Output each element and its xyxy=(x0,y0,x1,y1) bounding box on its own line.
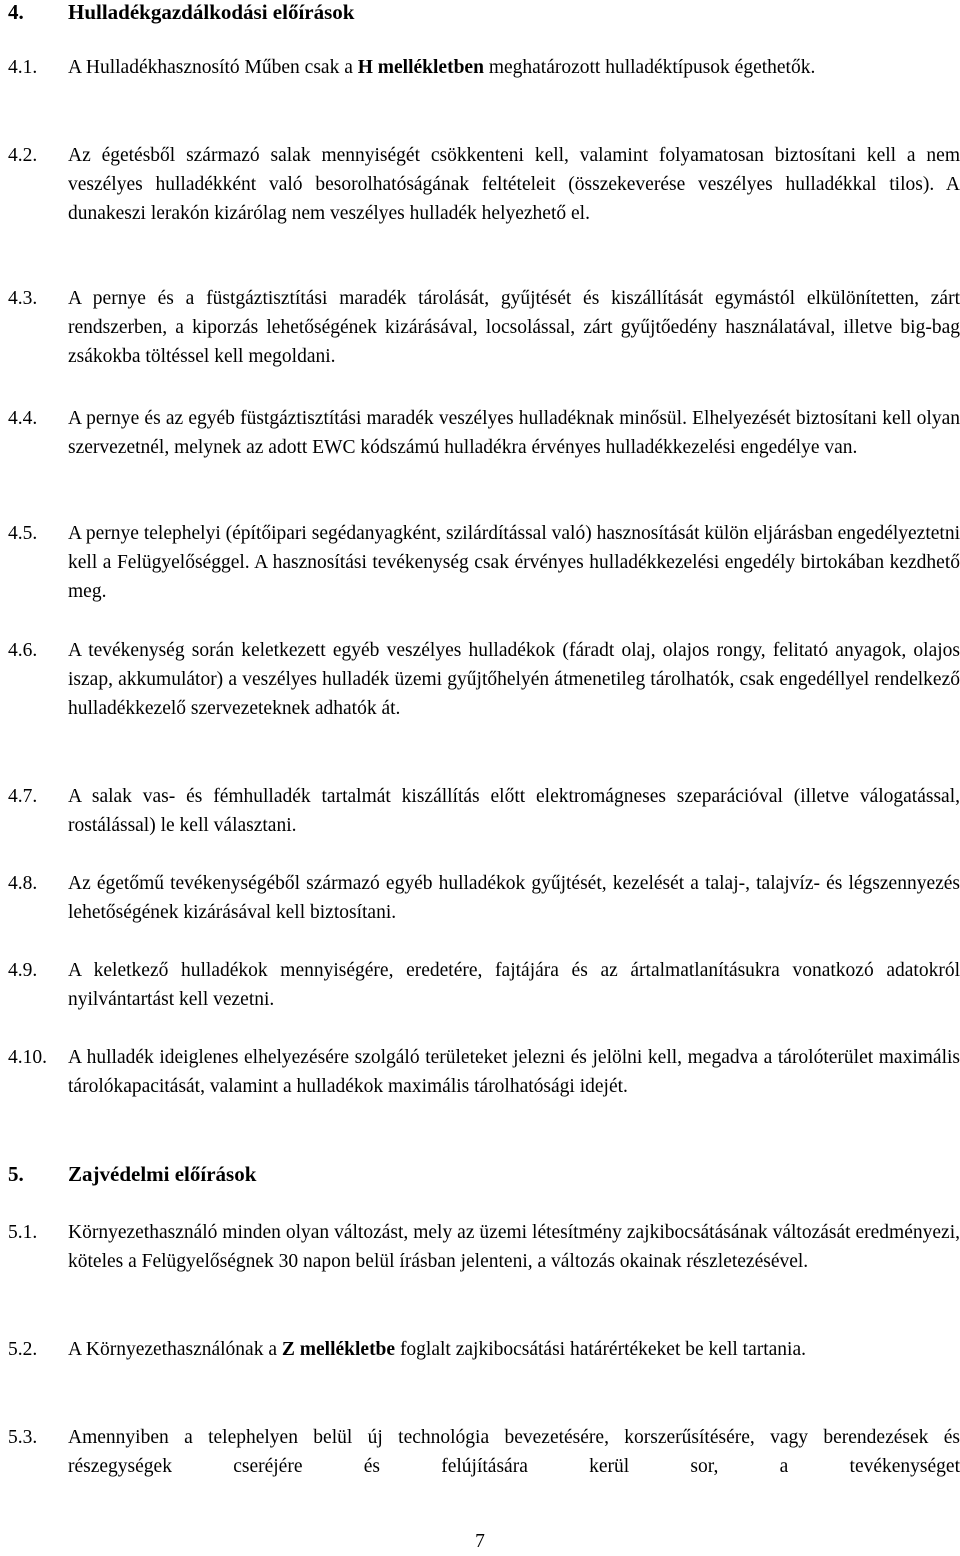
section-title: Hulladékgazdálkodási előírások xyxy=(68,0,355,24)
paragraph-5-1 xyxy=(8,1218,960,1276)
paragraph-number: 4.1. xyxy=(8,57,38,78)
paragraph-text: Amennyiben a telephelyen belül új technológia bevezetésére, korszerűsítésére, vagy berendezések és részegységek cseréjére és felújítására kerül sor, a tevékenységet xyxy=(68,1427,960,1477)
paragraph-4-5 xyxy=(8,519,960,606)
paragraph-number: 4.5. xyxy=(8,523,38,544)
section-number: 5. xyxy=(8,1162,24,1186)
paragraph-4-10 xyxy=(8,1043,960,1101)
paragraph-4-9 xyxy=(8,956,960,1014)
paragraph-4-4 xyxy=(8,404,960,462)
section-number: 4. xyxy=(8,0,24,24)
paragraph-4-1 xyxy=(8,53,960,82)
paragraph-number: 4.6. xyxy=(8,640,38,661)
paragraph-text: A salak vas- és fémhulladék tartalmát kiszállítás előtt elektromágneses szeparációval (illetve válogatással, rostálással) le kell választani. xyxy=(68,786,960,836)
bold-reference: Z mellékletbe xyxy=(281,1339,396,1360)
paragraph-text: A pernye és a füstgáztisztítási maradék tárolását, gyűjtését és kiszállítását egymástól elkülönítetten, zárt rendszerben, a kiporzás lehetőségének kizárásával, locsolással, zárt gyűjtőedény használatával, illetve big-bag zsákokba töltéssel kell megoldani. xyxy=(68,288,960,367)
paragraph-text: A pernye telephelyi (építőipari segédanyagként, szilárdítással való) hasznosítását külön eljárásban engedélyeztetni kell a Felügyelőséggel. A hasznosítási tevékenység csak érvényes hulladékkezelési engedély birtokában kezdhető meg. xyxy=(68,523,960,602)
paragraph-5-3 xyxy=(8,1423,960,1481)
paragraph-text: A pernye és az egyéb füstgáztisztítási maradék veszélyes hulladéknak minősül. Elhelyezését biztosítani kell olyan szervezetnél, melynek az adott EWC kódszámú hulladékra érvényes hulladékkezelési engedélye van. xyxy=(68,408,960,458)
paragraph-number: 5.2. xyxy=(8,1339,38,1360)
paragraph-text: Az égetőmű tevékenységéből származó egyéb hulladékok gyűjtését, kezelését a talaj-, talajvíz- és légszennyezés lehetőségének kizárásával kell biztosítani. xyxy=(68,873,960,923)
paragraph-text: A Hulladékhasznosító Műben csak a H mellékletben meghatározott hulladéktípusok égethetők. xyxy=(68,57,816,78)
paragraph-4-3 xyxy=(8,284,960,371)
paragraph-5-2 xyxy=(8,1335,960,1364)
paragraph-number: 4.2. xyxy=(8,145,38,166)
bold-reference: H mellékletben xyxy=(357,57,484,78)
paragraph-number: 4.8. xyxy=(8,873,38,894)
paragraph-4-7 xyxy=(8,782,960,840)
paragraph-number: 4.10. xyxy=(8,1047,47,1068)
page-number: 7 xyxy=(475,1531,485,1552)
paragraph-text: A Környezethasználónak a Z mellékletbe foglalt zajkibocsátási határértékeket be kell tartania. xyxy=(68,1339,806,1360)
paragraph-4-2 xyxy=(8,141,960,228)
paragraph-number: 4.3. xyxy=(8,288,38,309)
paragraph-text: A keletkező hulladékok mennyiségére, eredetére, fajtájára és az ártalmatlanításukra vonatkozó adatokról nyilvántartást kell vezetni. xyxy=(68,960,960,1010)
paragraph-number: 4.7. xyxy=(8,786,38,807)
paragraph-number: 4.9. xyxy=(8,960,38,981)
section-title: Zajvédelmi előírások xyxy=(68,1162,257,1186)
paragraph-text: A hulladék ideiglenes elhelyezésére szolgáló területeket jelezni és jelölni kell, megadva a tárolóterület maximális tárolókapacitását, valamint a hulladékok maximális tárolhatósági idejét. xyxy=(68,1047,960,1097)
paragraph-4-8 xyxy=(8,869,960,927)
paragraph-text: Környezethasználó minden olyan változást, mely az üzemi létesítmény zajkibocsátásának változását eredményezi, köteles a Felügyelőségnek 30 napon belül írásban jelenteni, a változás okainak részletezésével. xyxy=(68,1222,960,1272)
paragraph-number: 5.3. xyxy=(8,1427,38,1448)
paragraph-4-6 xyxy=(8,636,960,723)
paragraph-text: A tevékenység során keletkezett egyéb veszélyes hulladékok (fáradt olaj, olajos rongy, felitató anyagok, olajos iszap, akkumulátor) a veszélyes hulladék üzemi gyűjtőhelyén átmenetileg tárolhatók, csak engedéllyel rendelkező hulladékkezelő szervezeteknek adhatók át. xyxy=(68,640,960,719)
paragraph-text: Az égetésből származó salak mennyiségét csökkenteni kell, valamint folyamatosan biztosítani kell a nem veszélyes hulladékként való besorolhatóságának feltételeit (összekeverése veszélyes hulladékkal tilos). A dunakeszi lerakón kizárólag nem veszélyes hulladék helyezhető el. xyxy=(68,145,960,224)
paragraph-number: 4.4. xyxy=(8,408,38,429)
paragraph-number: 5.1. xyxy=(8,1222,38,1243)
